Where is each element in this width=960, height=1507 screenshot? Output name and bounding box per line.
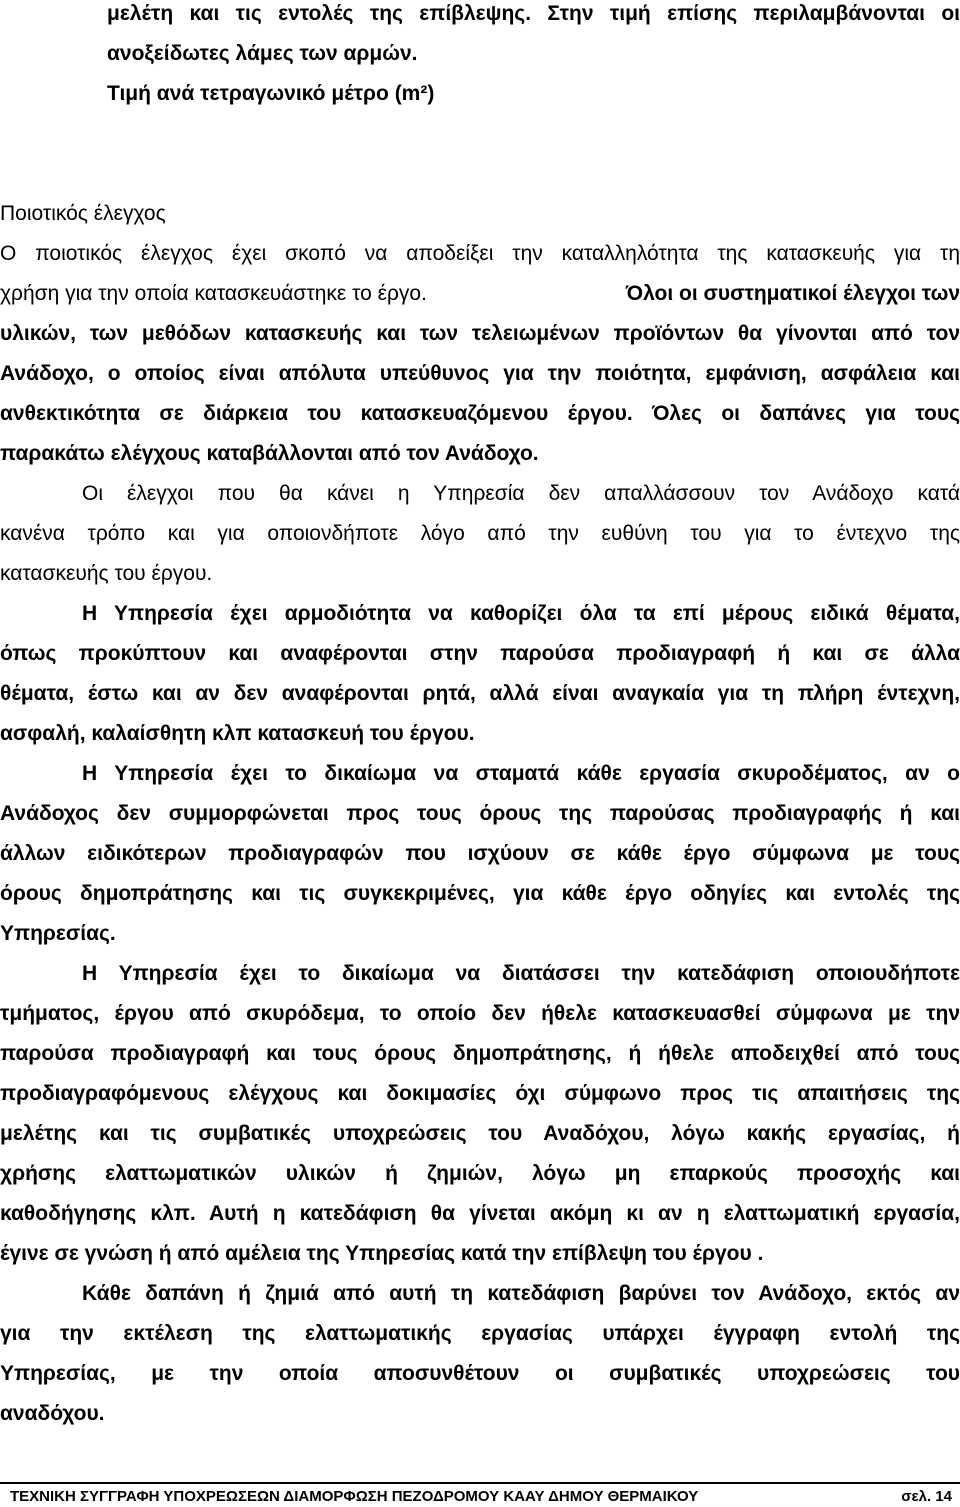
- text-line: υλικών, των μεθόδων κατασκευής και των τελειωμένων προϊόντων θα γίνονται από τον: [0, 322, 960, 345]
- text-line: όρους δημοπράτησης και τις συγκεκριμένες, για κάθε έργο οδηγίες και εντολές της: [0, 882, 960, 905]
- text-line: ανοξείδωτες λάμες των αρμών.: [107, 42, 418, 65]
- text-line: κανένα τρόπο και για οποιονδήποτε λόγο από την ευθύνη του για το έντεχνο της: [0, 522, 960, 545]
- page-number: σελ. 14: [901, 1488, 952, 1505]
- text-line: Ανάδοχος δεν συμμορφώνεται προς τους όρους της παρούσας προδιαγραφής ή και: [0, 802, 960, 825]
- footer-divider: [0, 1482, 960, 1484]
- text-line: Ανάδοχο, ο οποίος είναι απόλυτα υπεύθυνος για την ποιότητα, εμφάνιση, ασφάλεια και: [0, 362, 960, 385]
- text-line: θέματα, έστω και αν δεν αναφέρονται ρητά, αλλά είναι αναγκαία για τη πλήρη έντεχνη,: [0, 682, 960, 705]
- text-line: χρήσης ελαττωματικών υλικών ή ζημιών, λόγω μη επαρκούς προσοχής και: [0, 1162, 960, 1185]
- text-line: Υπηρεσίας, με την οποία αποσυνθέτουν οι συμβατικές υποχρεώσεις του: [0, 1362, 960, 1385]
- text-line: Οι έλεγχοι που θα κάνει η Υπηρεσία δεν απαλλάσσουν τον Ανάδοχο κατά: [82, 482, 960, 505]
- text-line: Η Υπηρεσία έχει το δικαίωμα να διατάσσει την κατεδάφιση οποιουδήποτε: [82, 962, 960, 985]
- text-line: Ο ποιοτικός έλεγχος έχει σκοπό να αποδείξει την καταλληλότητα της κατασκευής για τη: [0, 242, 960, 265]
- text-line: προδιαγραφόμενους ελέγχους και δοκιμασίες όχι σύμφωνο προς τις απαιτήσεις της: [0, 1082, 960, 1105]
- text-line: για την εκτέλεση της ελαττωματικής εργασίας υπάρχει έγγραφη εντολή της: [0, 1322, 960, 1345]
- text-line: έγινε σε γνώση ή από αμέλεια της Υπηρεσίας κατά την επίβλεψη του έργου .: [0, 1242, 764, 1265]
- text-line: παρούσα προδιαγραφή και τους όρους δημοπράτησης, ή ήθελε αποδειχθεί από τους: [0, 1042, 960, 1065]
- section-title: Ποιοτικός έλεγχος: [0, 202, 166, 225]
- text-line: Κάθε δαπάνη ή ζημιά από αυτή τη κατεδάφιση βαρύνει τον Ανάδοχο, εκτός αν: [82, 1282, 960, 1305]
- text-line: παρακάτω ελέγχους καταβάλλονται από τον Ανάδοχο.: [0, 442, 539, 465]
- page-footer: [10, 1489, 952, 1504]
- text-line: Η Υπηρεσία έχει αρμοδιότητα να καθορίζει όλα τα επί μέρους ειδικά θέματα,: [82, 602, 960, 625]
- text-line: μελέτη και τις εντολές της επίβλεψης. Στην τιμή επίσης περιλαμβάνονται οι: [107, 2, 960, 25]
- text-line: μελέτης και τις συμβατικές υποχρεώσεις του Αναδόχου, λόγω κακής εργασίας, ή: [0, 1122, 960, 1145]
- text-line-mixed: [0, 283, 960, 304]
- text-line: καθοδήγησης κλπ. Αυτή η κατεδάφιση θα γίνεται ακόμη κι αν η ελαττωματική εργασία,: [0, 1202, 960, 1225]
- price-unit-line: Τιμή ανά τετραγωνικό μέτρο (m²): [107, 82, 435, 105]
- text-line: τμήματος, έργου από σκυρόδεμα, το οποίο δεν ήθελε κατασκευασθεί σύμφωνα με την: [0, 1002, 960, 1025]
- text-line: ασφαλή, καλαίσθητη κλπ κατασκευή του έργου.: [0, 722, 475, 745]
- text-line: άλλων ειδικότερων προδιαγραφών που ισχύουν σε κάθε έργο σύμφωνα με τους: [0, 842, 960, 865]
- text-segment-bold: Όλοι οι συστηματικοί έλεγχοι των: [625, 282, 960, 305]
- text-line: ανθεκτικότητα σε διάρκεια του κατασκευαζόμενου έργου. Όλες οι δαπάνες για τους: [0, 402, 960, 425]
- text-line: Υπηρεσίας.: [0, 922, 116, 945]
- text-line: κατασκευής του έργου.: [0, 562, 213, 585]
- text-segment: χρήση για την οποία κατασκευάστηκε το έργο.: [0, 282, 427, 305]
- text-line: αναδόχου.: [0, 1402, 105, 1425]
- text-line: Η Υπηρεσία έχει το δικαίωμα να σταματά κάθε εργασία σκυροδέματος, αν ο: [82, 762, 960, 785]
- footer-title: ΤΕΧΝΙΚΗ ΣΥΓΓΡΑΦΗ ΥΠΟΧΡΕΩΣΕΩΝ ΔΙΑΜΟΡΦΩΣΗ ΠΕΖΟΔΡΟΜΟΥ ΚΑΑΥ ΔΗΜΟΥ ΘΕΡΜΑΙΚΟΥ: [10, 1488, 699, 1505]
- text-line: όπως προκύπτουν και αναφέρονται στην παρούσα προδιαγραφή ή και σε άλλα: [0, 642, 960, 665]
